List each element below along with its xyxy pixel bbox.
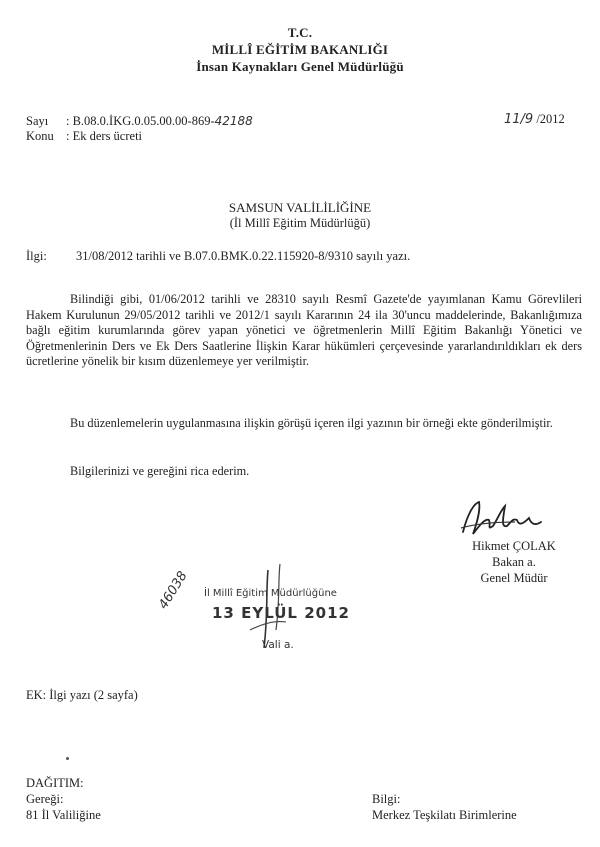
body-paragraph-3 xyxy=(26,464,582,480)
sayi-printed: : B.08.0.İKG.0.05.00.00-869- xyxy=(66,114,215,128)
addressee-subtitle: (İl Millî Eğitim Müdürlüğü) xyxy=(229,216,371,230)
header-tc: T.C. xyxy=(287,25,313,40)
body-paragraph-1 xyxy=(26,292,582,370)
stamp-vali: Vali a. xyxy=(262,639,294,651)
stamp-date: 13 EYLÜL 2012 xyxy=(212,604,350,622)
scan-dot xyxy=(66,757,69,760)
date-handwritten: 11/9 xyxy=(504,112,534,127)
date-printed: /2012 xyxy=(536,112,565,126)
distribution-bilgi-label: Bilgi: xyxy=(372,792,401,806)
ilgi-text: 31/08/2012 tarihli ve B.07.0.BMK.0.22.115920-8/9310 sayılı yazı. xyxy=(76,249,411,263)
konu-value: : Ek ders ücreti xyxy=(66,129,143,143)
signatory-name: Hikmet ÇOLAK xyxy=(472,539,556,553)
receipt-stamp xyxy=(150,560,390,660)
paragraph-3-text: Bilgilerinizi ve gereğini rica ederim. xyxy=(70,464,250,478)
document-date xyxy=(504,112,565,127)
body-paragraph-2 xyxy=(26,416,582,432)
distribution-title: DAĞITIM: xyxy=(26,776,84,790)
stamp-office: İl Millî Eğitim Müdürlüğüne xyxy=(204,588,337,599)
header-directorate: İnsan Kaynakları Genel Müdürlüğü xyxy=(196,59,404,74)
distribution-gereği-value: 81 İl Valiliğine xyxy=(26,808,101,822)
addressee-title: SAMSUN VALİLİLİĞİNE xyxy=(228,200,372,215)
stamp-handwritten-number: 46038 xyxy=(156,568,191,612)
signatory-title-1: Bakan a. xyxy=(492,555,536,569)
signature-scribble xyxy=(455,498,545,540)
sayi-label: Sayı xyxy=(26,114,49,128)
paragraph-1-text: Bilindiği gibi, 01/06/2012 tarihli ve 28310 sayılı Resmî Gazete'de yayımlanan Kamu Görevlileri Hakem Kurulunun 29/05/2012 tarihli ve 2012/1 sayılı Kararının 24 ila 30'uncu maddelerinde, Bakanlığımıza bağlı eğitim kurumlarında görev yapan yönetici ve öğretmenlerin Millî Eğitim Bakanlığı Yönetici ve Öğretmenlerinin Ders ve Ek Ders Saatlerine İlişkin Karar hükümleri çerçevesinde yararlandırıldıkları ek ders ücretlerine yönelik bir kısım düzenlemeye yer verilmiştir. xyxy=(26,292,582,369)
header-ministry: MİLLÎ EĞİTİM BAKANLIĞI xyxy=(211,42,389,57)
sayi-value xyxy=(66,114,253,129)
distribution-bilgi-value: Merkez Teşkilatı Birimlerine xyxy=(372,808,517,822)
distribution-gereği-label: Gereği: xyxy=(26,792,64,806)
sayi-handwritten: 42188 xyxy=(214,114,253,128)
ilgi-label: İlgi: xyxy=(26,249,47,263)
signatory-title-2: Genel Müdür xyxy=(480,571,548,585)
attachment-note: EK: İlgi yazı (2 sayfa) xyxy=(26,688,138,702)
paragraph-2-text: Bu düzenlemelerin uygulanmasına ilişkin görüşü içeren ilgi yazının bir örneği ekte gönderilmiştir. xyxy=(70,416,553,430)
konu-label: Konu xyxy=(26,129,54,143)
